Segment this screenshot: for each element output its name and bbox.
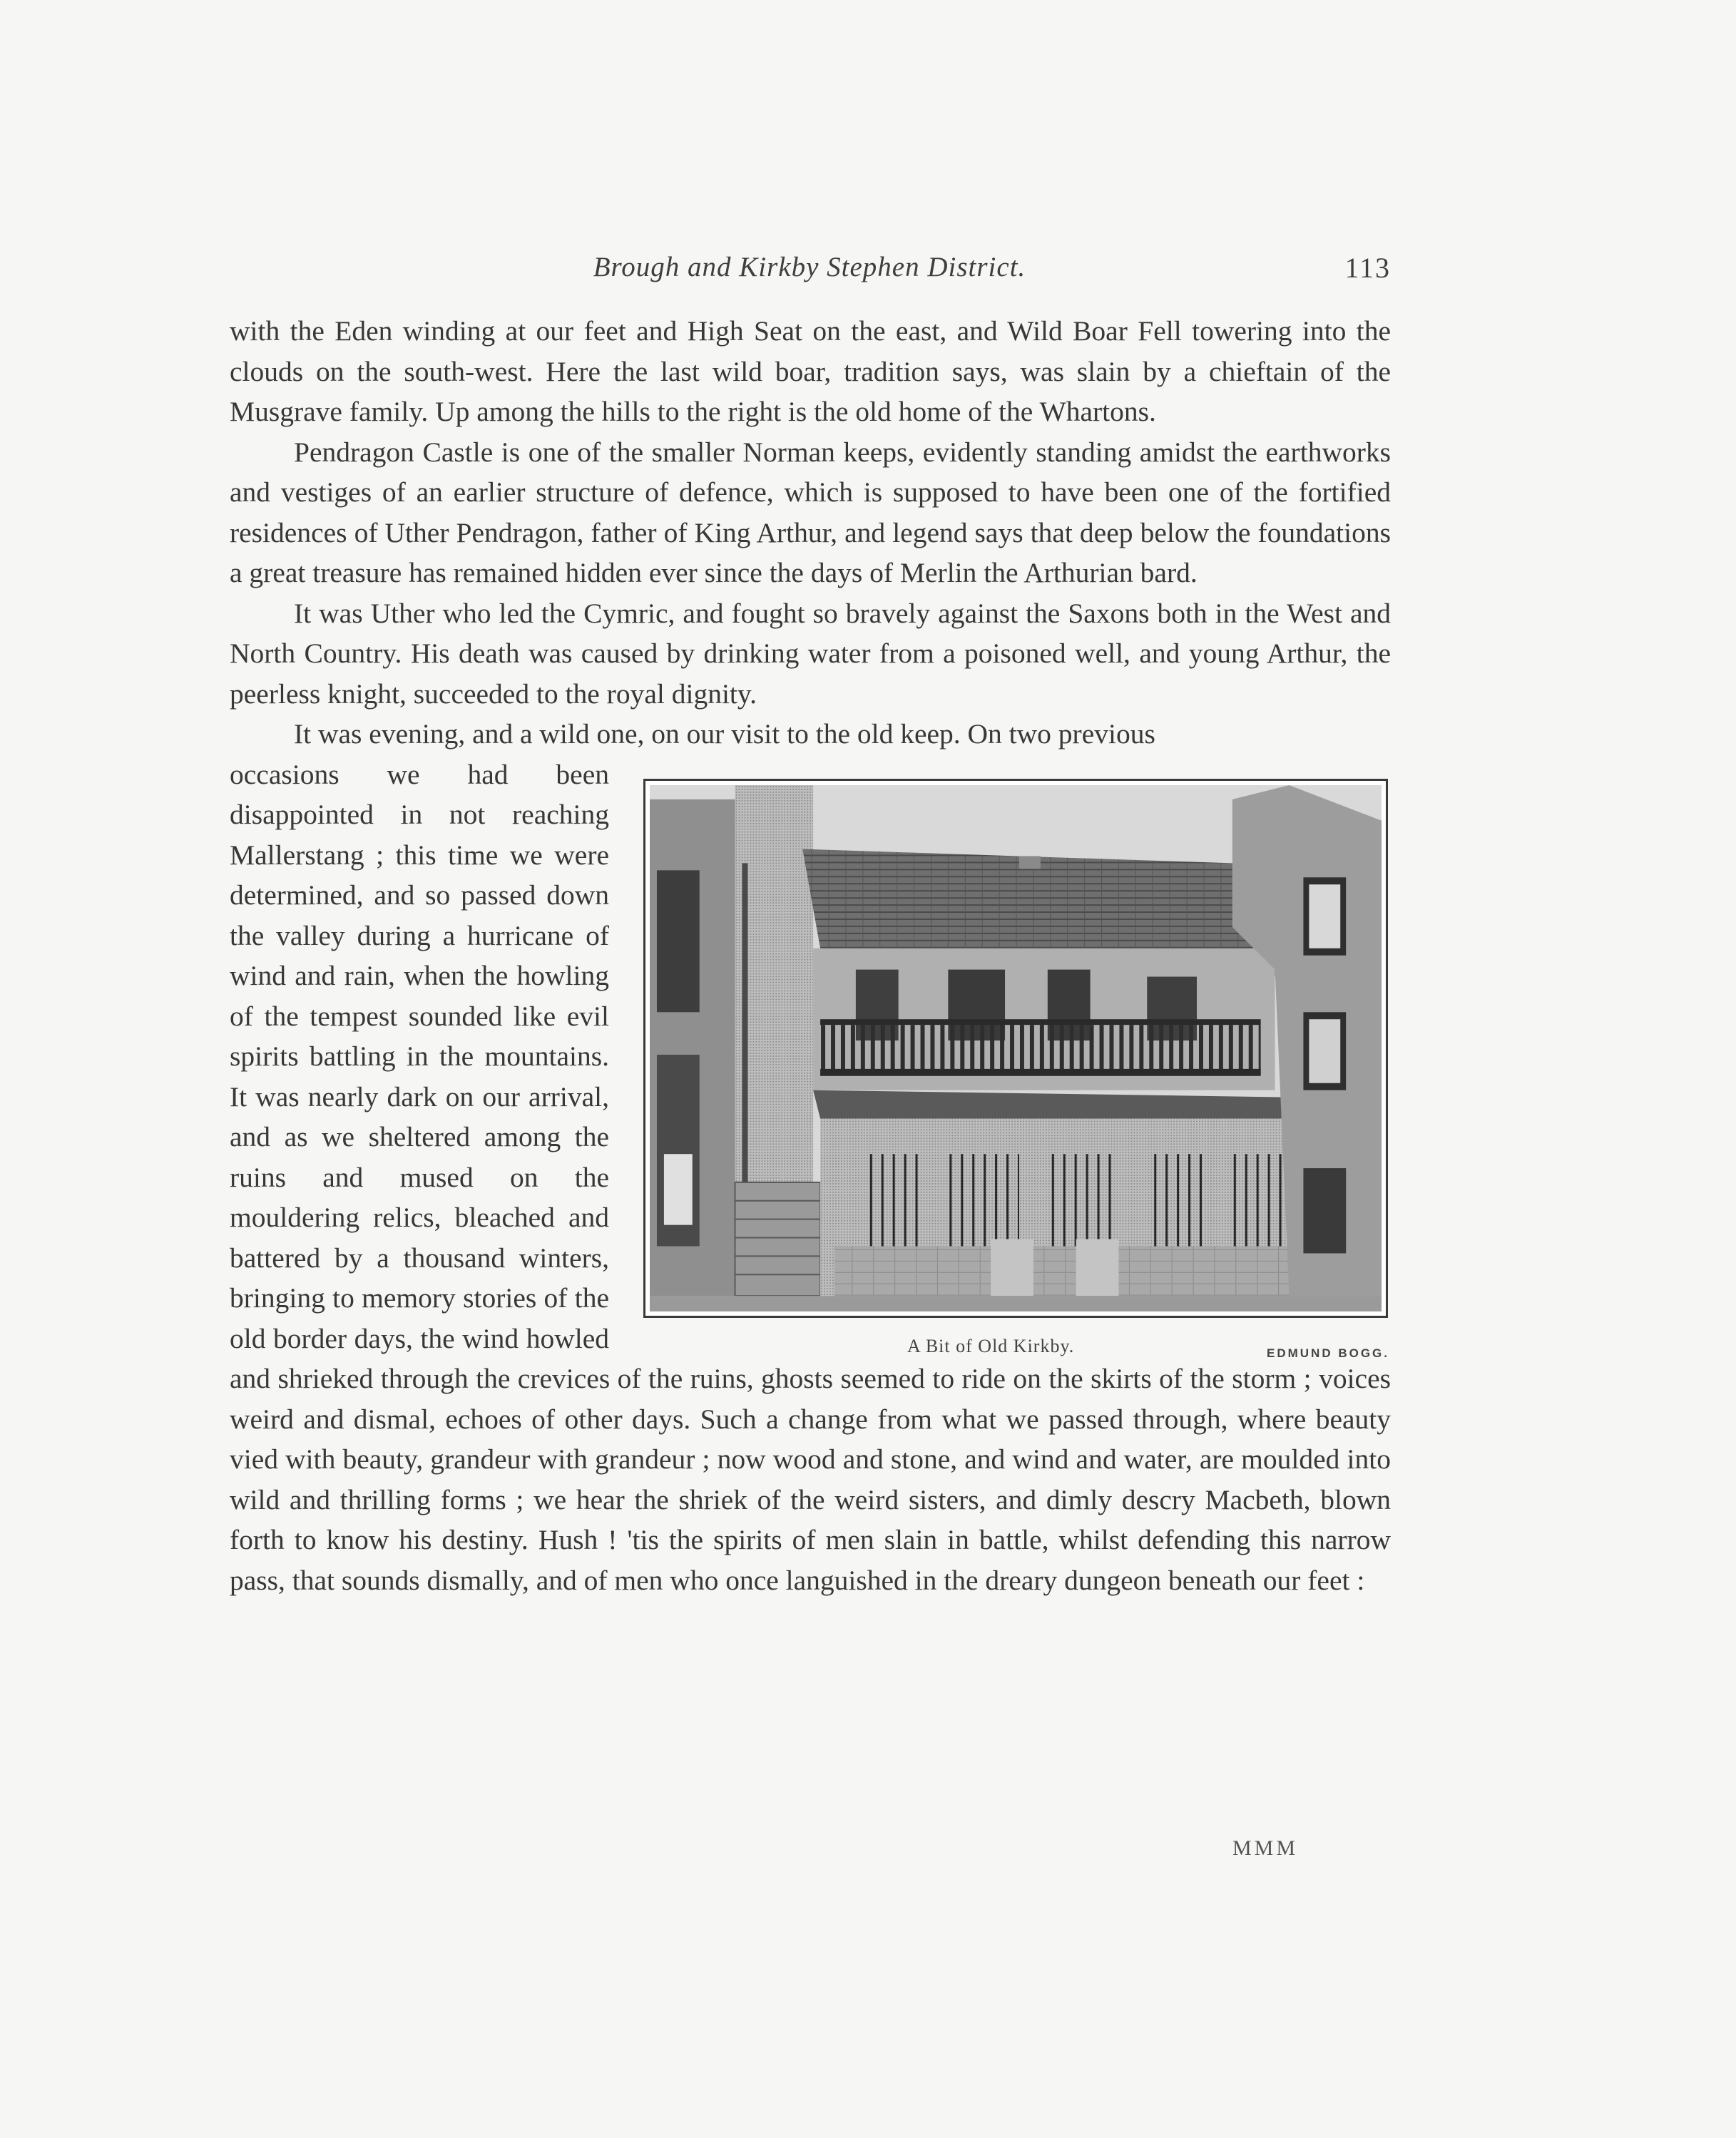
paragraph-3: It was Uther who led the Cymric, and fought so bravely against the Saxons both in the West and North Country. His death was caused by drinking water from a poisoned well, and young Arthur, the peerless knight, succeeded to the royal dignity. — [230, 597, 1391, 710]
paragraph-1: with the Eden winding at our feet and High Seat on the east, and Wild Boar Fell towering into the clouds on the south-west. Here the last wild boar, tradition says, was slain by a chieftain of the Musgrave family. Up among the hills to the right is the old home of the Whartons. — [230, 315, 1391, 427]
paragraph-4-lead: It was evening, and a wild one, on our visit to the old keep. On two previous — [294, 718, 1155, 750]
wrapped-paragraph-block — [230, 755, 1391, 1601]
paragraph-4-wrapped: occasions we had been disappointed in not reaching Mallerstang ; this time we were determined, and so passed down the valley during a hurricane of wind and rain, when the howling of the tempest sounded like evil spirits battling in the mountains. It was nearly dark on our arrival, and as we sheltered among the ruins and mused on the mouldering relics, bleached and battered by a thousand winters, bringing to memory stories of the old border days, the wind howled and shrieked through the crevices of the ruins, ghosts seemed to ride on the skirts of the storm ; voices weird and dismal, echoes of other days. Such a change from what we passed through, where beauty vied with beauty, grandeur with grandeur ; now wood and stone, and wind and water, are moulded into wild and thrilling forms ; we hear the shriek of the weird sisters, and dimly descry Macbeth, blown forth to know his destiny. Hush ! 'tis the spirits of men slain in battle, whilst defending this narrow pass, that sounds dismally, and of men who once languished in the dreary dungeon beneath our feet : — [230, 758, 1391, 1596]
building-photo — [650, 785, 1382, 1311]
caption-title: A Bit of Old Kirkby. — [907, 1335, 1075, 1356]
paragraph-2: Pendragon Castle is one of the smaller Norman keeps, evidently standing amidst the earthworks and vestiges of an earlier structure of defence, which is supposed to have been one of the fortified residences of Uther Pendragon, father of King Arthur, and legend says that deep below the foundations a great treasure has remained hidden ever since the days of Merlin the Arthurian bard. — [230, 436, 1391, 588]
running-head — [228, 251, 1391, 287]
page-number: 113 — [1344, 252, 1391, 284]
figure-caption — [643, 1326, 1392, 1360]
figure — [643, 757, 1392, 1358]
photo-frame — [643, 779, 1388, 1318]
running-title: Brough and Kirkby Stephen District. — [593, 252, 1026, 282]
caption-credit: EDMUND BOGG. — [1267, 1346, 1389, 1360]
signature-mark: MMM — [1232, 1836, 1299, 1860]
body-text — [230, 311, 1391, 1600]
